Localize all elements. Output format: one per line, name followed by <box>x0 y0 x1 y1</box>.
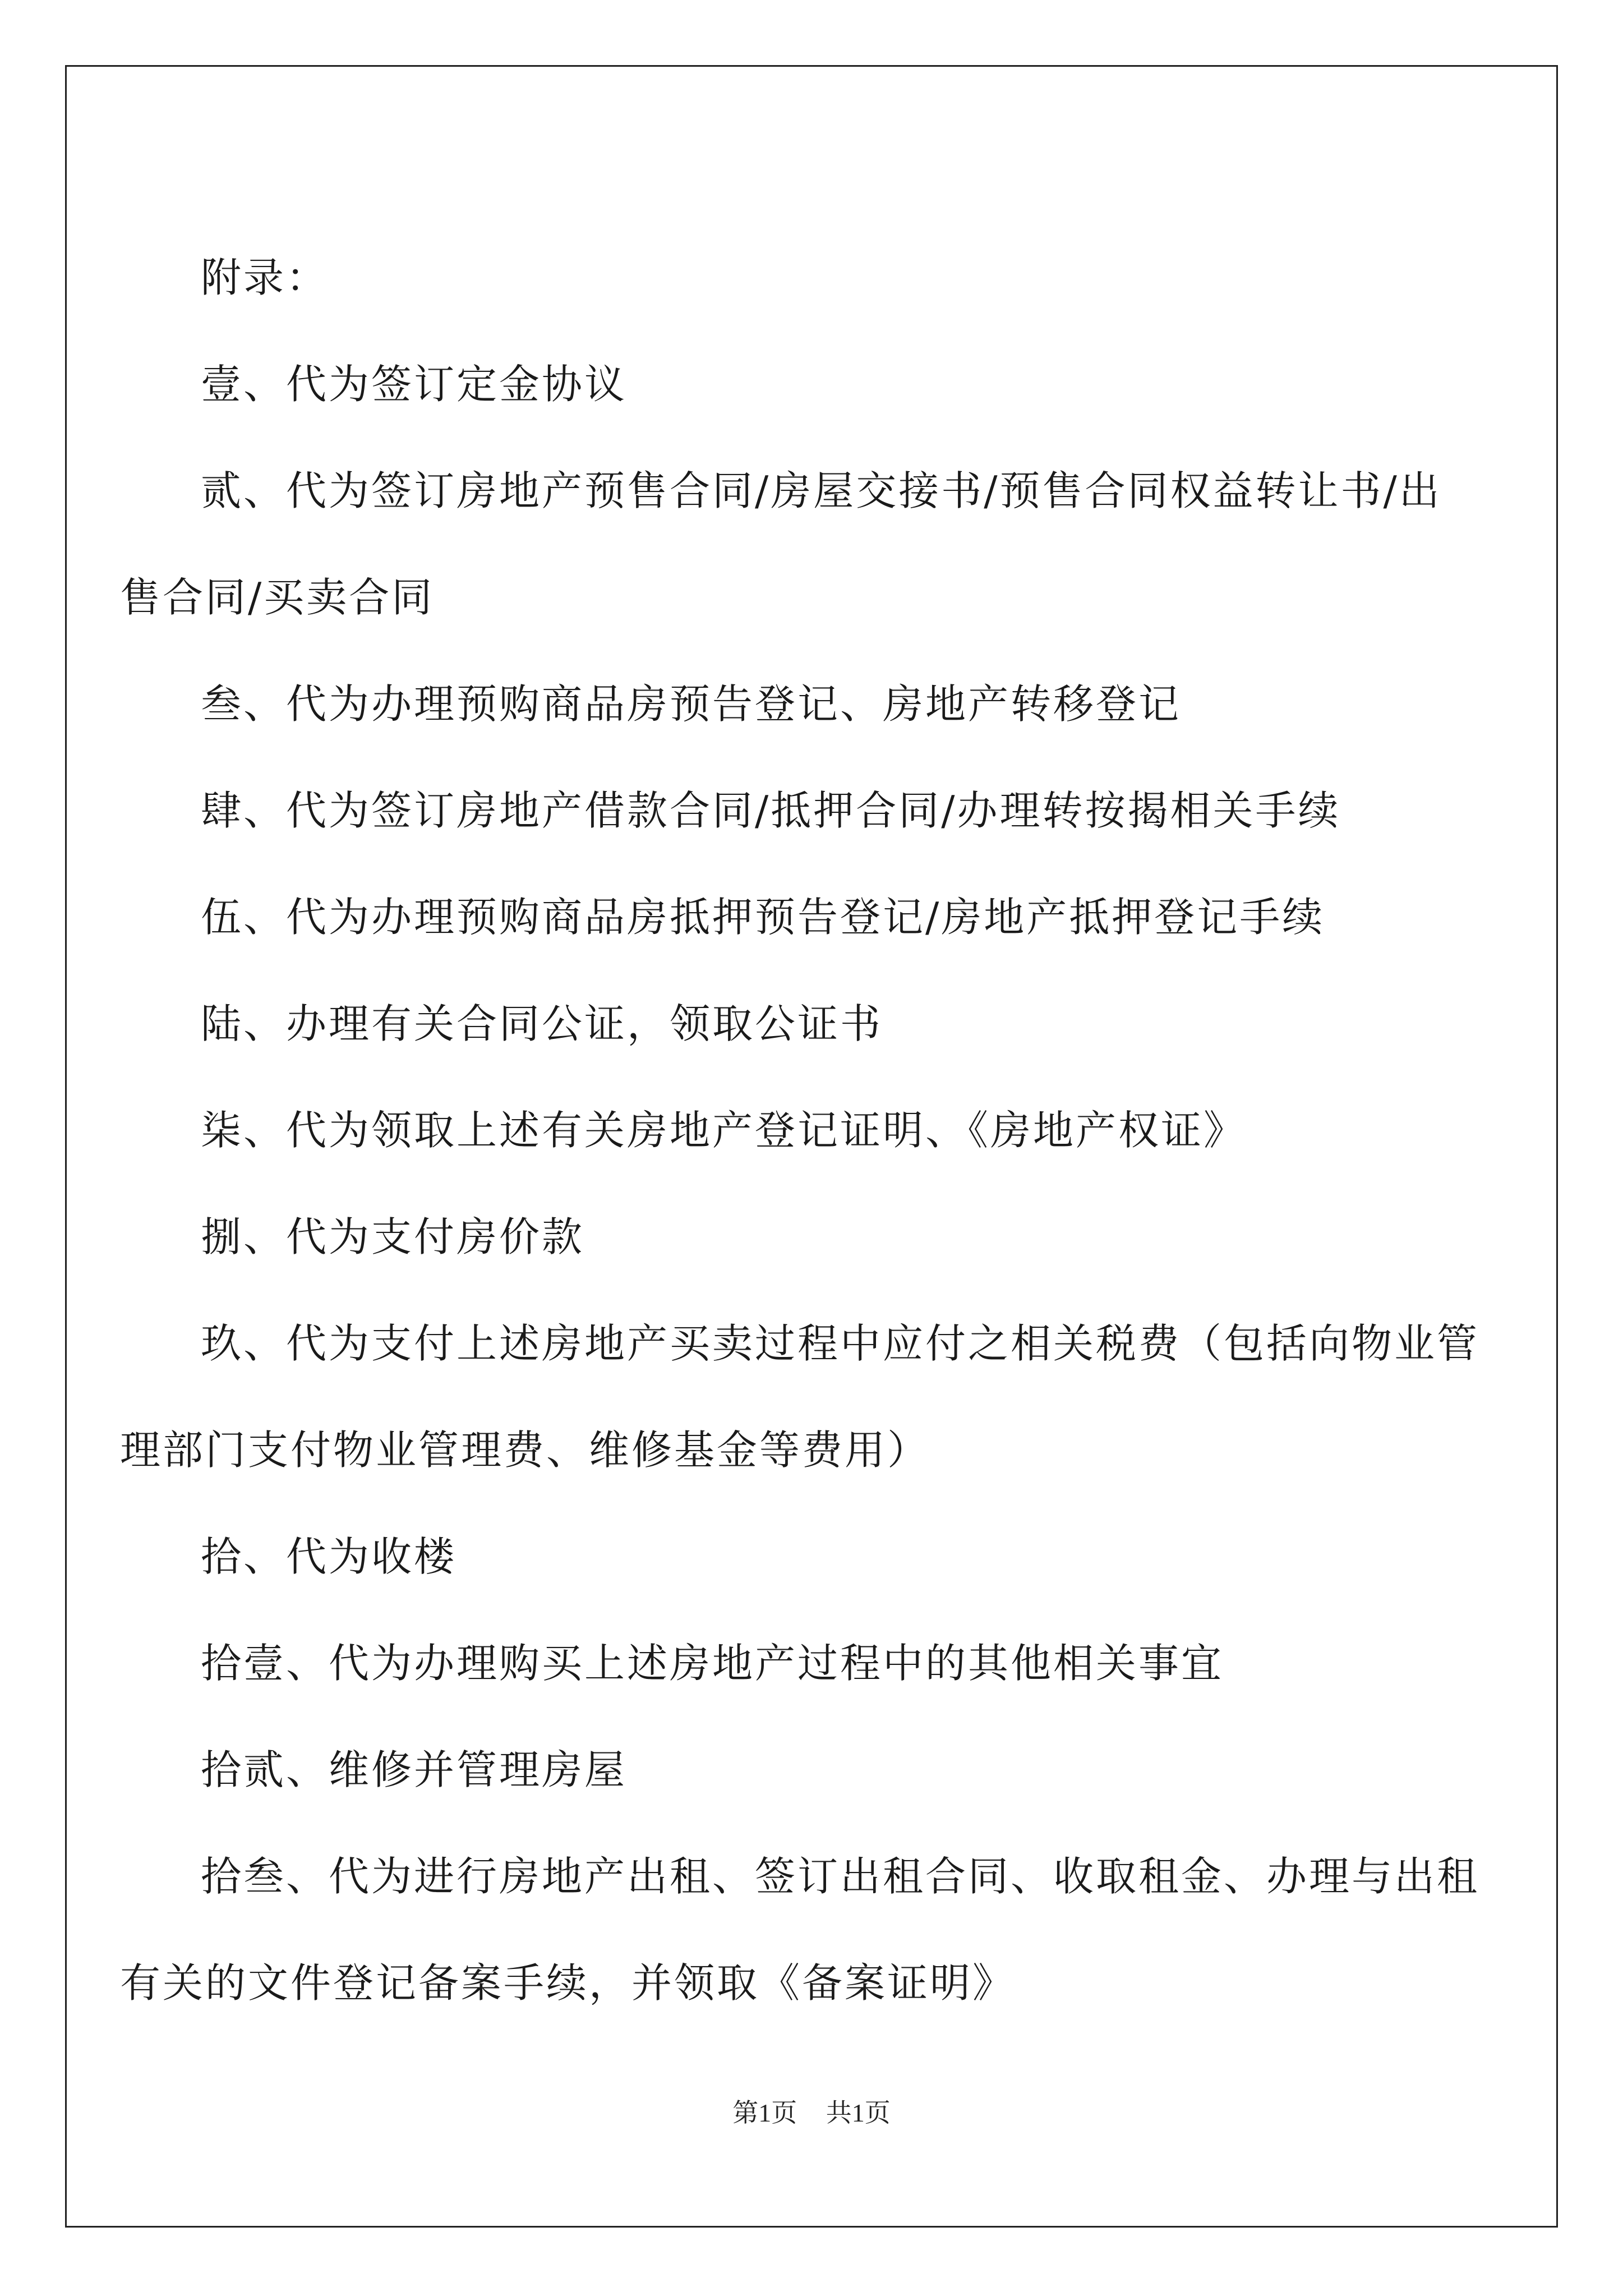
list-item: 陆、办理有关合同公证，领取公证书 <box>201 1000 883 1047</box>
list-item: 叁、代为办理预购商品房预告登记、房地产转移登记 <box>201 680 1182 728</box>
list-item: 拾叁、代为进行房地产出租、签订出租合同、收取租金、办理与出租有关的文件登记备案手续，并领取《备案证明》 <box>120 1853 1480 2007</box>
page-footer <box>0 2092 1623 2129</box>
list-item: 贰、代为签订房地产预售合同/房屋交接书/预售合同权益转让书/出售合同/买卖合同 <box>120 467 1442 621</box>
list-item: 肆、代为签订房地产借款合同/抵押合同/办理转按揭相关手续 <box>201 787 1341 834</box>
list-item: 壹、代为签订定金协议 <box>201 361 628 408</box>
appendix-heading: 附录： <box>201 254 329 301</box>
document-body <box>120 224 1480 2036</box>
list-item: 伍、代为办理预购商品房抵押预告登记/房地产抵押登记手续 <box>201 894 1325 941</box>
list-item: 捌、代为支付房价款 <box>201 1213 585 1260</box>
list-item: 柒、代为领取上述有关房地产登记证明、《房地产权证》 <box>201 1107 1247 1154</box>
list-item: 拾壹、代为办理购买上述房地产过程中的其他相关事宜 <box>201 1640 1224 1687</box>
list-item: 玖、代为支付上述房地产买卖过程中应付之相关税费（包括向物业管理部门支付物业管理费、维修基金等费用） <box>120 1320 1480 1474</box>
page-number-total: 共1页 <box>826 2099 891 2127</box>
list-item: 拾、代为收楼 <box>201 1533 457 1580</box>
page-number-current: 第1页 <box>732 2099 797 2127</box>
list-item: 拾贰、维修并管理房屋 <box>201 1746 628 1793</box>
